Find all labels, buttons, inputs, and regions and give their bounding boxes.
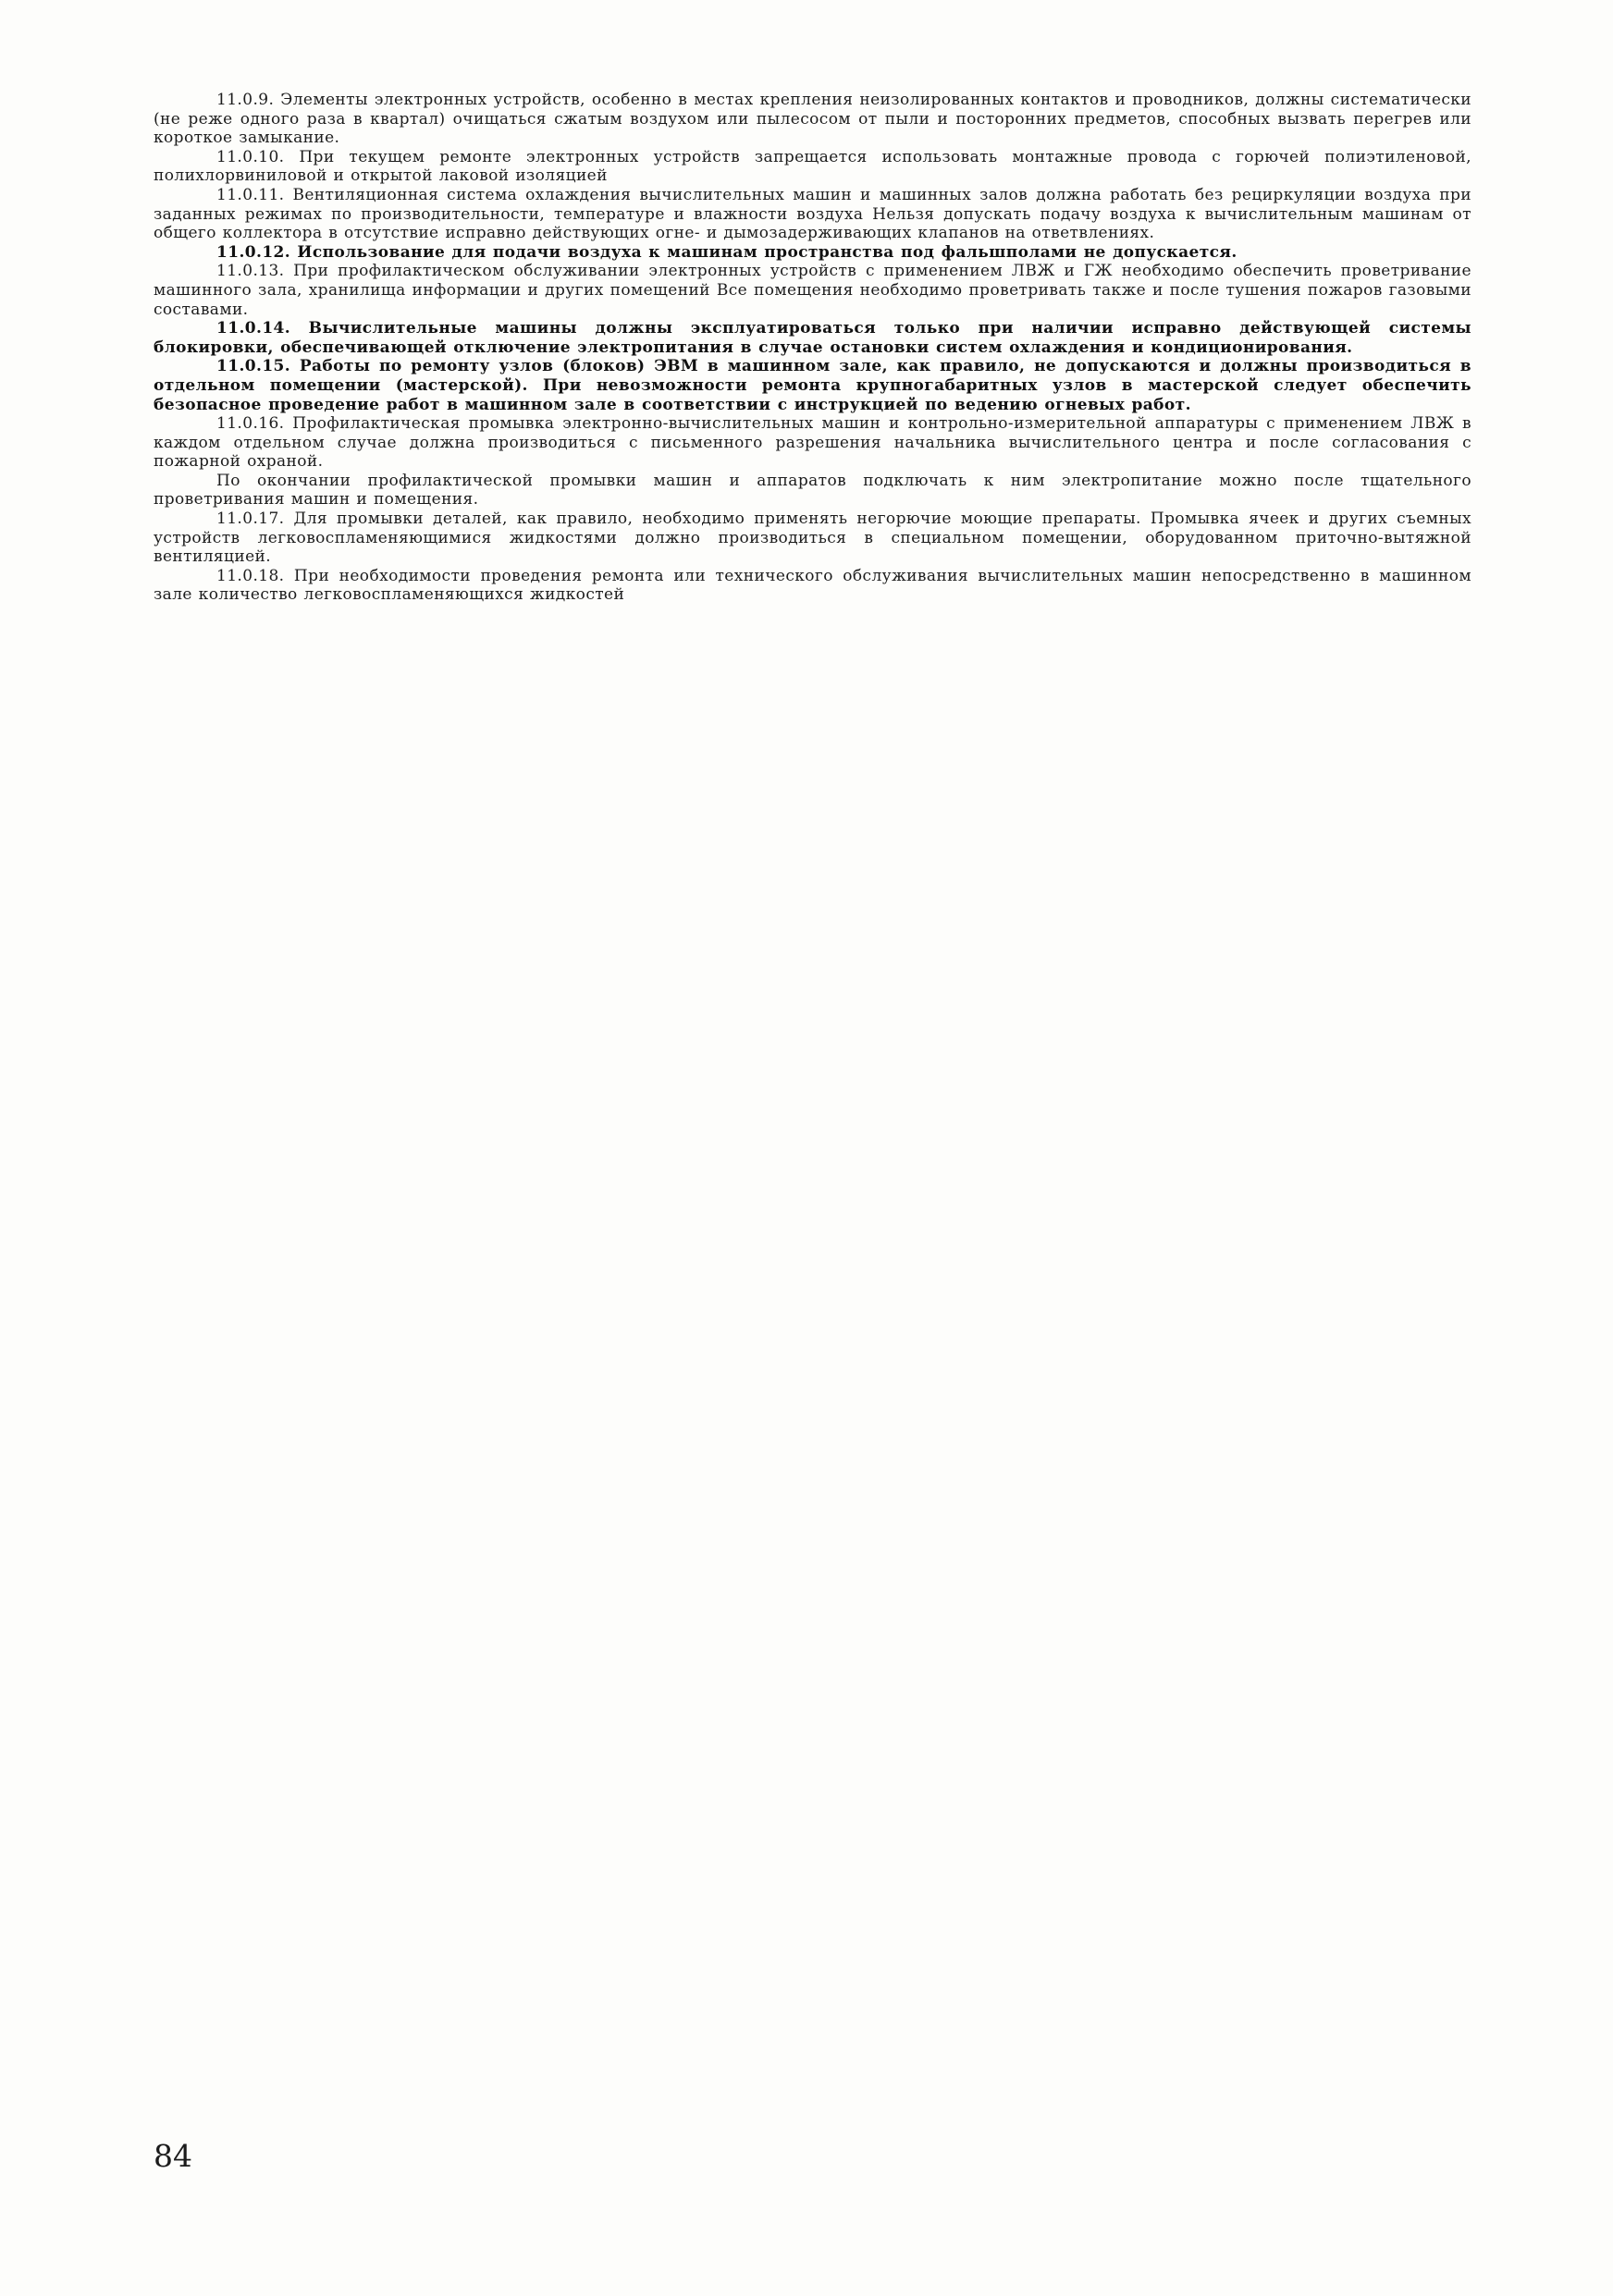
paragraph-11-0-18: 11.0.18. При необходимости проведения ремонта или технического обслуживания вычислительных машин непосредственно в машинном зале количество легковоспламеняющихся жидкостей	[154, 566, 1471, 605]
paragraph-11-0-15: 11.0.15. Работы по ремонту узлов (блоков) ЭВМ в машинном зале, как правило, не допускаются и должны производиться в отдельном помещении (мастерской). При невозможности ремонта крупногабаритных узлов в мастерской следует обеспечить безопасное проведение работ в машинном зале в соответствии с инструкцией по ведению огневых работ.	[154, 357, 1471, 414]
paragraph-11-0-12: 11.0.12. Использование для подачи воздуха к машинам пространства под фальшполами не допускается.	[216, 242, 1237, 262]
page-number: 84	[154, 2138, 192, 2174]
paragraph-11-0-10: 11.0.10. При текущем ремонте электронных устройств запрещается использовать монтажные провода с горючей полиэтиленовой, полихлорвиниловой и открытой лаковой изоляцией	[154, 147, 1471, 186]
paragraph-11-0-16-continuation: По окончании профилактической промывки машин и аппаратов подключать к ним электропитание можно после тщательного проветривания машин и помещения.	[154, 471, 1471, 510]
paragraph-11-0-11: 11.0.11. Вентиляционная система охлаждения вычислительных машин и машинных залов должна работать без рециркуляции воздуха при заданных режимах по производительности, температуре и влажности воздуха Нельзя допускать подачу воздуха к вычислительным машинам от общего коллектора в отсутствие исправно действующих огне- и дымозадерживающих клапанов на ответвлениях.	[154, 185, 1471, 243]
paragraph-11-0-16: 11.0.16. Профилактическая промывка электронно-вычислительных машин и контрольно-измерительной аппаратуры с применением ЛВЖ в каждом отдельном случае должна производиться с письменного разрешения начальника вычислительного центра и после согласования с пожарной охраной.	[154, 414, 1471, 472]
page-body	[154, 91, 1471, 2217]
paragraph-11-0-17: 11.0.17. Для промывки деталей, как правило, необходимо применять негорючие моющие препараты. Промывка ячеек и других съемных устройств легковоспламеняющимися жидкостями должно производиться в специальном помещении, оборудованном приточно-вытяжной вентиляцией.	[154, 510, 1471, 567]
paragraph-11-0-13: 11.0.13. При профилактическом обслуживании электронных устройств с применением ЛВЖ и ГЖ необходимо обеспечить проветривание машинного зала, хранилища информации и других помещений Все помещения необходимо проветривать также и после тушения пожаров газовыми составами.	[154, 262, 1471, 319]
paragraph-11-0-9: 11.0.9. Элементы электронных устройств, особенно в местах крепления неизолированных контактов и проводников, должны систематически (не реже одного раза в квартал) очищаться сжатым воздухом или пылесосом от пыли и посторонних предметов, способных вызвать перегрев или короткое замыкание.	[154, 91, 1471, 148]
paragraph-11-0-14: 11.0.14. Вычислительные машины должны эксплуатироваться только при наличии исправно действующей системы блокировки, обеспечивающей отключение электропитания в случае остановки систем охлаждения и кондиционирования.	[154, 319, 1471, 357]
